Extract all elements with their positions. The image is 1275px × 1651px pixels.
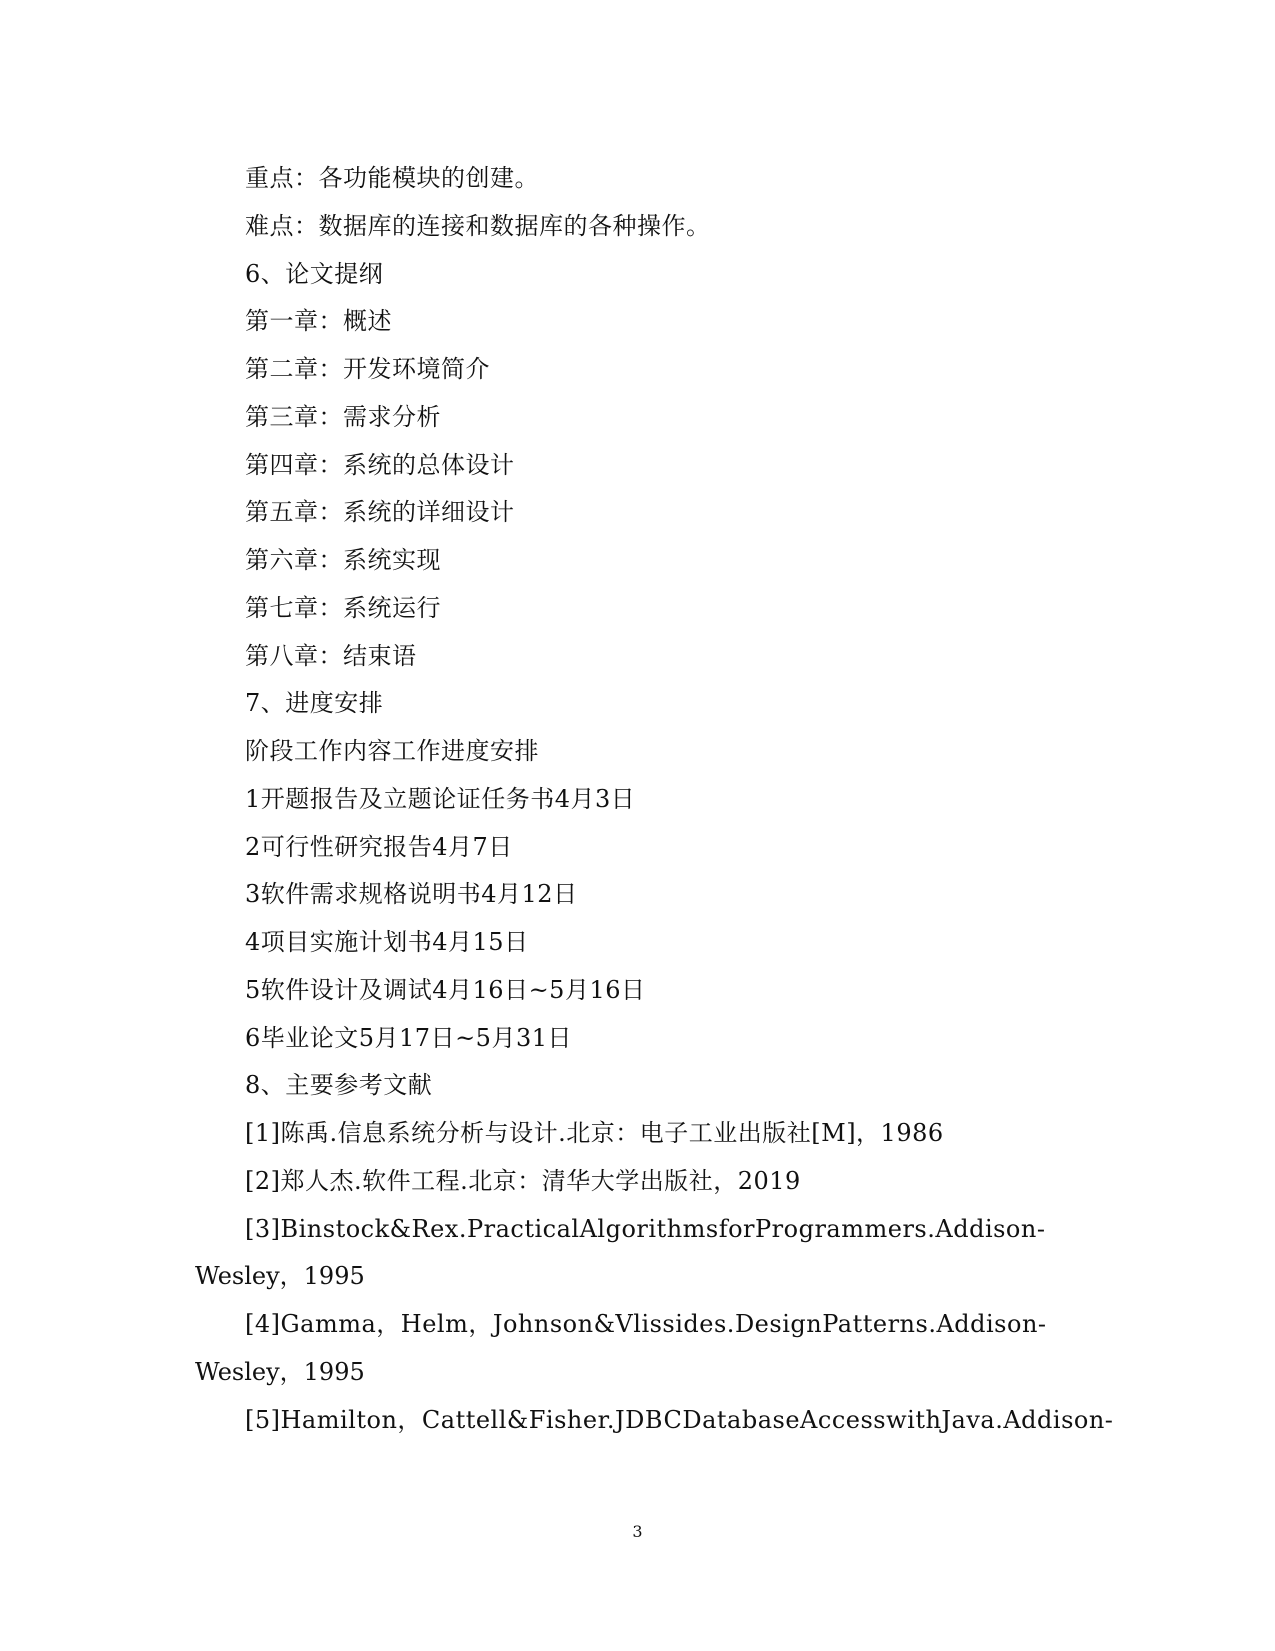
page-number: 3 [632, 1522, 643, 1541]
reference-5: [5]Hamilton，Cattell&Fisher.JDBCDatabaseAccesswithJava.Addison- [245, 1406, 1114, 1434]
section-heading-schedule: 7、进度安排 [245, 689, 384, 717]
outline-chapter-4: 第四章：系统的总体设计 [245, 451, 515, 479]
outline-chapter-6: 第六章：系统实现 [245, 546, 441, 574]
schedule-row-4: 4项目实施计划书4月15日 [245, 928, 529, 956]
schedule-header: 阶段工作内容工作进度安排 [245, 737, 539, 765]
reference-3-continuation: Wesley，1995 [195, 1262, 365, 1290]
schedule-row-2: 2可行性研究报告4月7日 [245, 833, 513, 861]
reference-2: [2]郑人杰.软件工程.北京：清华大学出版社，2019 [245, 1167, 801, 1195]
outline-chapter-5: 第五章：系统的详细设计 [245, 498, 515, 526]
schedule-row-5: 5软件设计及调试4月16日~5月16日 [245, 976, 646, 1004]
schedule-row-6: 6毕业论文5月17日~5月31日 [245, 1024, 572, 1052]
outline-chapter-3: 第三章：需求分析 [245, 403, 441, 431]
outline-chapter-7: 第七章：系统运行 [245, 594, 441, 622]
outline-chapter-8: 第八章：结束语 [245, 642, 417, 670]
outline-chapter-2: 第二章：开发环境简介 [245, 355, 490, 383]
section-heading-references: 8、主要参考文献 [245, 1071, 433, 1099]
outline-chapter-1: 第一章：概述 [245, 307, 392, 335]
schedule-row-1: 1开题报告及立题论证任务书4月3日 [245, 785, 636, 813]
key-points-line: 重点：各功能模块的创建。 [245, 164, 539, 192]
difficulties-line: 难点：数据库的连接和数据库的各种操作。 [245, 212, 711, 240]
reference-4-continuation: Wesley，1995 [195, 1358, 365, 1386]
reference-3: [3]Binstock&Rex.PracticalAlgorithmsforProgrammers.Addison- [245, 1215, 1046, 1243]
schedule-row-3: 3软件需求规格说明书4月12日 [245, 880, 578, 908]
reference-1: [1]陈禹.信息系统分析与设计.北京：电子工业出版社[M]，1986 [245, 1119, 944, 1147]
section-heading-outline: 6、论文提纲 [245, 260, 384, 288]
reference-4: [4]Gamma，Helm，Johnson&Vlissides.DesignPatterns.Addison- [245, 1310, 1047, 1338]
